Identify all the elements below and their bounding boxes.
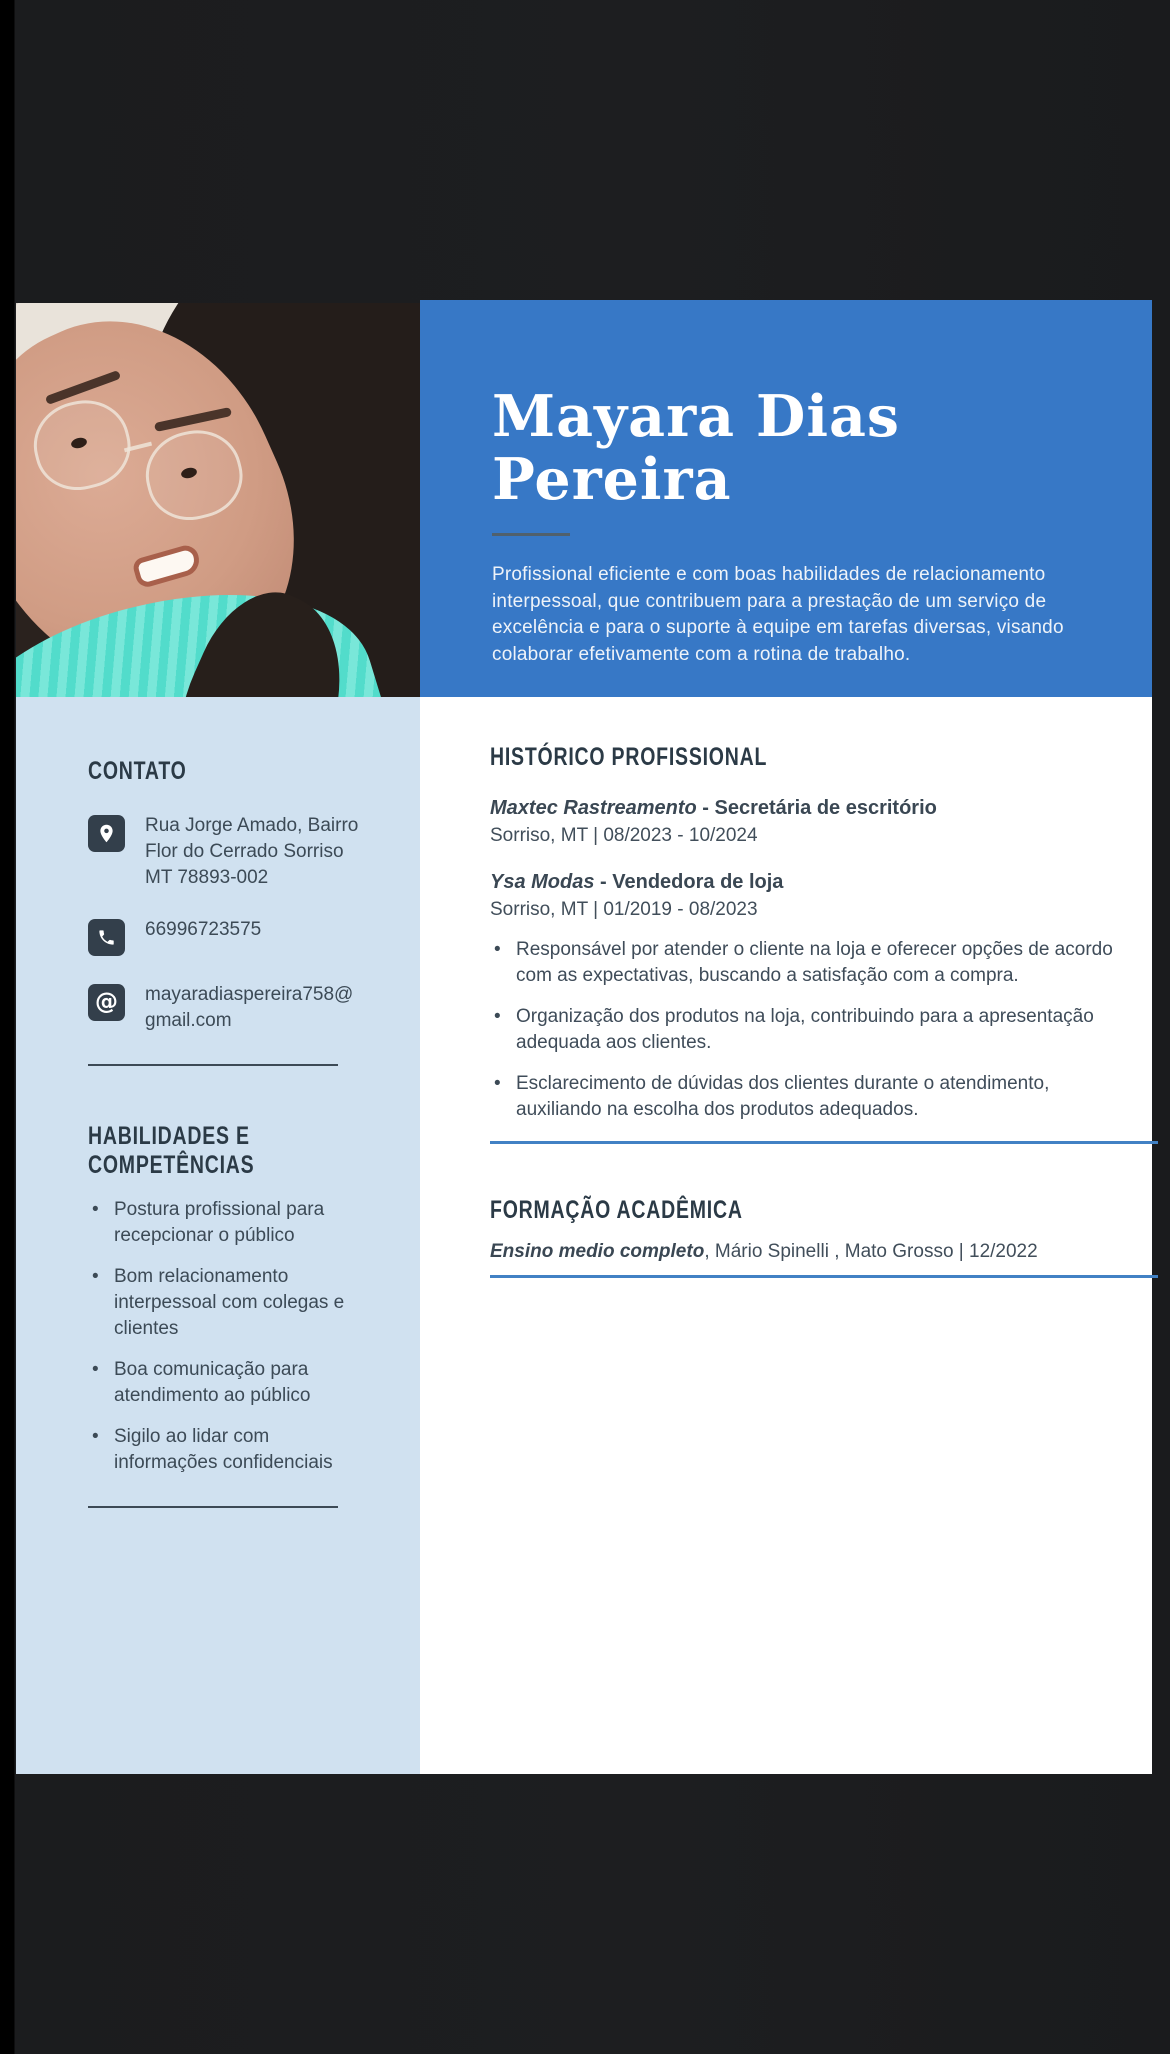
list-item: • Boa comunicação para atendimento ao público bbox=[88, 1357, 360, 1409]
education-section bbox=[490, 1196, 1128, 1279]
list-item: • Organização dos produtos na loja, contribuindo para a apresentação adequada aos clientes. bbox=[490, 1004, 1128, 1056]
job-meta: Sorriso, MT | 08/2023 - 10/2024 bbox=[490, 824, 758, 846]
contact-email: mayaradiaspereira758@gmail.com bbox=[145, 983, 354, 1031]
list-item: • Postura profissional para recepcionar o público bbox=[88, 1197, 360, 1249]
section-divider bbox=[490, 1141, 1158, 1144]
contact-address: Rua Jorge Amado, Bairro Flor do Cerrado Sorriso MT 78893-002 bbox=[145, 814, 359, 888]
experience-bullets bbox=[490, 937, 1128, 1123]
main-column bbox=[420, 697, 1152, 1774]
job-role: - Secretária de escritório bbox=[696, 796, 937, 819]
job-company: Ysa Modas bbox=[490, 870, 595, 893]
at-sign-icon: @ bbox=[88, 984, 125, 1021]
skills-list bbox=[88, 1197, 360, 1476]
education-heading: FORMAÇÃO ACADÊMICA bbox=[490, 1195, 743, 1224]
list-item: • Responsável por atender o cliente na loja e oferecer opções de acordo com as expectativas, buscando a satisfação com a compra. bbox=[490, 937, 1128, 989]
job-company: Maxtec Rastreamento bbox=[490, 796, 697, 819]
list-item: • Sigilo ao lidar com informações confidenciais bbox=[88, 1424, 360, 1476]
sidebar-divider bbox=[88, 1506, 338, 1508]
location-pin-icon bbox=[88, 815, 125, 852]
skills-heading: HABILIDADES E COMPETÊNCIAS bbox=[88, 1121, 255, 1179]
job-entry bbox=[490, 871, 1128, 921]
sidebar bbox=[16, 697, 420, 1774]
name-divider bbox=[492, 533, 570, 536]
job-entry bbox=[490, 797, 1128, 847]
contact-item-email bbox=[88, 982, 360, 1034]
job-meta: Sorriso, MT | 01/2019 - 08/2023 bbox=[490, 898, 758, 920]
job-title bbox=[490, 871, 1128, 894]
experience-heading: HISTÓRICO PROFISSIONAL bbox=[490, 743, 768, 771]
candidate-name: Mayara Dias Pereira bbox=[492, 383, 900, 513]
profile-photo bbox=[16, 303, 420, 699]
sidebar-divider bbox=[88, 1064, 338, 1066]
contact-heading: CONTATO bbox=[88, 757, 187, 785]
list-item: • Esclarecimento de dúvidas dos clientes durante o atendimento, auxiliando na escolha dos produtos adequados. bbox=[490, 1071, 1128, 1123]
section-divider bbox=[490, 1275, 1158, 1278]
job-role: - Vendedora de loja bbox=[594, 870, 784, 893]
contact-item-phone bbox=[88, 917, 360, 956]
profile-summary: Profissional eficiente e com boas habilidades de relacionamento interpessoal, que contribuem para a prestação de um serviço de excelência e para o suporte à equipe em tarefas diversas, visando colaborar efetivamente com a rotina de trabalho. bbox=[492, 564, 1064, 665]
job-title bbox=[490, 797, 1128, 820]
list-item: • Bom relacionamento interpessoal com colegas e clientes bbox=[88, 1264, 360, 1342]
education-degree: Ensino medio completo bbox=[490, 1241, 705, 1262]
contact-item-address bbox=[88, 813, 360, 891]
education-entry bbox=[490, 1241, 1128, 1263]
resume-page bbox=[16, 303, 1152, 1774]
contact-phone: 66996723575 bbox=[145, 918, 262, 940]
education-details: , Mário Spinelli , Mato Grosso | 12/2022 bbox=[704, 1241, 1038, 1262]
phone-icon bbox=[88, 919, 125, 956]
header-banner bbox=[420, 300, 1152, 697]
skills-section bbox=[88, 1122, 360, 1508]
